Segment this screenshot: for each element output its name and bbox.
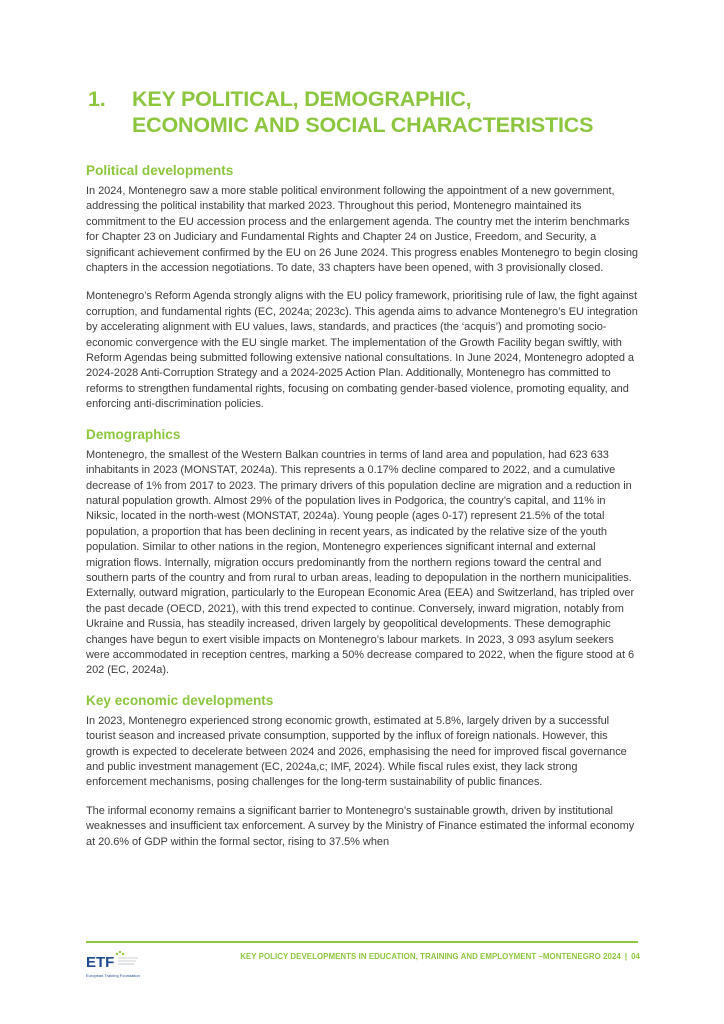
paragraph: Montenegro, the smallest of the Western Balkan countries in terms of land area and population, had 623 633 inhabitants in 2023 (MONSTAT, 2024a). This represents a 0.17% decline compared to 2022, and a cumulative decrease of 1% from 2017 to 2023. The primary drivers of this population decline are migration and a reduction in natural population growth. Almost 29% of the population lives in Podgorica, the country’s capital, and 11% in Niksic, located in the north-west (MONSTAT, 2024a). Young people (ages 0-17) represent 21.5% of the total population, a proportion that has been declining in recent years, as indicated by the relative size of the youth population. Similar to other nations in the region, Montenegro experiences significant internal and external migration flows. Internally, migration occurs predominantly from the northern regions toward the central and southern parts of the country and from rural to urban areas, leading to depopulation in the northern municipalities. Externally, outward migration, particularly to the European Economic Area (EEA) and Switzerland, has tripled over the past decade (OECD, 2021), with this trend expected to continue. Conversely, inward migration, notably from Ukraine and Russia, has steadily increased, driven largely by geopolitical developments. These demographic changes have begun to exert visible impacts on Montenegro’s labour markets. In 2023, 3 093 asylum seekers were accommodated in reception centres, marking a 50% decrease compared to 2022, when the figure stood at 6 202 (EC, 2024a). (86, 448, 635, 677)
chapter-title-line-2: ECONOMIC AND SOCIAL CHARACTERISTICS (132, 113, 594, 137)
chapter-number: 1. (88, 87, 106, 111)
footer-divider (86, 941, 638, 943)
etf-logo (86, 945, 146, 979)
page-number: 04 (631, 952, 640, 961)
paragraph: In 2024, Montenegro saw a more stable political environment following the appointment of a new government, addressing the political instability that marked 2023. Throughout this period, Montenegro maintained its commitment to the EU accession process and the enlargement agenda. The country met the interim benchmarks for Chapter 23 on Judiciary and Fundamental Rights and Chapter 24 on Justice, Freedom, and Security, a significant achievement confirmed by the EU on 26 June 2024. This progress enables Montenegro to begin closing chapters in the accession negotiations. To date, 33 chapters have been opened, with 3 provisionally closed. (86, 185, 638, 275)
section-heading: Political developments (86, 163, 234, 178)
section-heading: Key economic developments (86, 692, 274, 708)
paragraph: Montenegro’s Reform Agenda strongly aligns with the EU policy framework, prioritising rule of law, the fight against corruption, and fundamental rights (EC, 2024a; 2023c). This agenda aims to advance Montenegro’s EU integration by accelerating alignment with EU values, laws, standards, and practices (the ‘acquis’) and promoting socio-economic convergence with the EU single market. The implementation of the Growth Facility began swiftly, with Reform Agendas being submitted following extensive national consultations. In June 2024, Montenegro adopted a 2024-2028 Anti-Corruption Strategy and a 2024-2025 Action Plan. Additionally, Montenegro has committed to reforms to strengthen fundamental rights, focusing on combating gender-based violence, promoting equality, and enforcing anti-discrimination policies. (86, 290, 638, 411)
section-political-developments (86, 162, 640, 413)
chapter-title-line-1: KEY POLITICAL, DEMOGRAPHIC, (132, 87, 472, 111)
etf-logo-wordmark: ETF (86, 954, 115, 971)
paragraph: The informal economy remains a significant barrier to Montenegro’s sustainable growth, driven by institutional weaknesses and insufficient tax enforcement. A survey by the Ministry of Finance estimated the informal economy at 20.6% of GDP within the formal sector, rising to 37.5% when (86, 804, 635, 848)
main-content (86, 162, 640, 863)
paragraph: In 2023, Montenegro experienced strong economic growth, estimated at 5.8%, largely driven by a successful tourist season and increased private consumption, supported by the influx of foreign nationals. However, this growth is expected to decelerate between 2024 and 2026, emphasising the need for improved fiscal governance and public investment management (EC, 2024a,c; IMF, 2024). While fiscal rules exist, they lack strong enforcement mechanisms, posing challenges for the long-term sustainability of public finances. (86, 714, 627, 789)
section-heading: Demographics (86, 426, 181, 442)
etf-logo-subtitle: European Training Foundation (86, 973, 140, 978)
footer-separator: | (624, 952, 628, 961)
section-key-economic-developments (86, 692, 640, 850)
footer-running-title (150, 952, 640, 961)
footer-title: KEY POLICY DEVELOPMENTS IN EDUCATION, TRAINING AND EMPLOYMENT –MONTENEGRO 2024 (240, 952, 621, 961)
chapter-heading (88, 86, 648, 138)
section-demographics (86, 426, 640, 679)
